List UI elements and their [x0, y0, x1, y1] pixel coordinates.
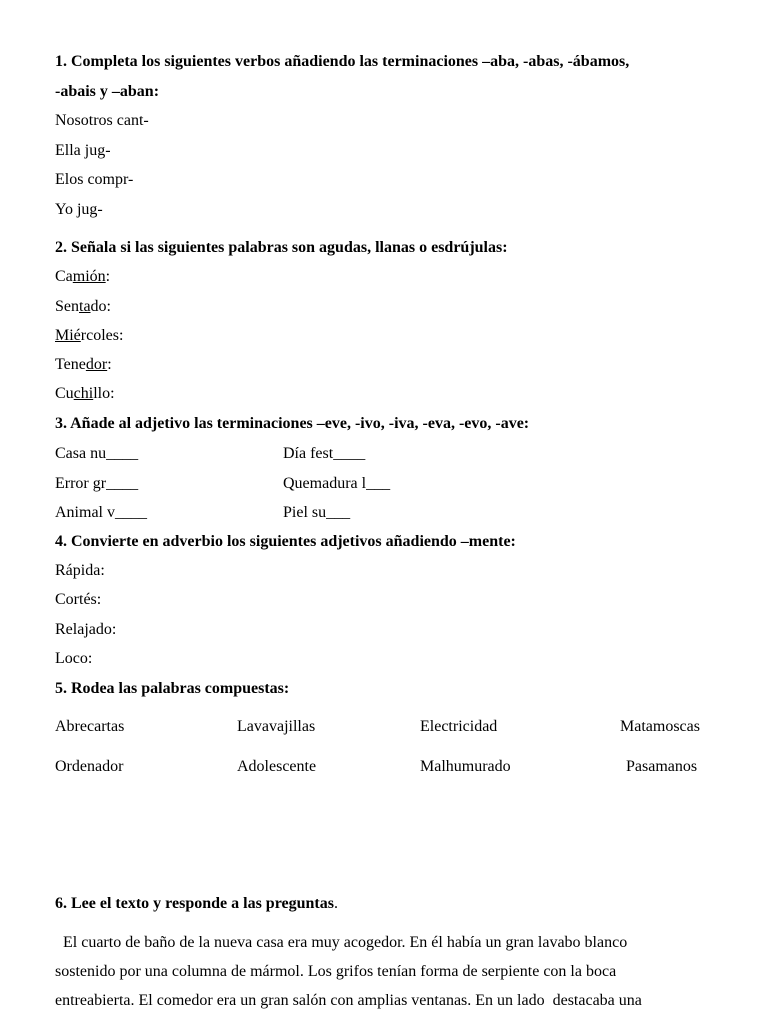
q4-item: Cortés:	[55, 591, 102, 608]
q1-title-continued: -abais y –aban:	[55, 83, 160, 100]
compound-word-option[interactable]: Abrecartas	[55, 718, 125, 735]
q3-left-item: Casa nu____	[55, 445, 139, 462]
q4-item: Relajado:	[55, 621, 117, 638]
q4-item: Loco:	[55, 650, 93, 667]
q1-item: Elos compr-	[55, 171, 134, 188]
q1-item: Ella jug-	[55, 142, 111, 159]
q2-item: Miércoles:	[55, 327, 124, 344]
q1-item: Nosotros cant-	[55, 112, 149, 129]
q5-title: 5. Rodea las palabras compuestas:	[55, 680, 290, 697]
q6-text-line: entreabierta. El comedor era un gran salón con amplias ventanas. En un lado destacaba una	[55, 992, 642, 1009]
q2-item: Camión:	[55, 268, 111, 285]
q6-title: 6. Lee el texto y responde a las preguntas.	[55, 895, 338, 912]
q2-item: Cuchillo:	[55, 385, 115, 402]
q1-item: Yo jug-	[55, 201, 103, 218]
q6-text-line: sostenido por una columna de mármol. Los grifos tenían forma de serpiente con la boca	[55, 963, 617, 980]
compound-word-option[interactable]: Pasamanos	[626, 758, 698, 775]
q3-left-item: Error gr____	[55, 475, 139, 492]
q2-item: Tenedor:	[55, 356, 112, 373]
q2-item: Sentado:	[55, 298, 111, 315]
q6-text-line: El cuarto de baño de la nueva casa era muy acogedor. En él había un gran lavabo blanco	[55, 934, 628, 951]
compound-word-option[interactable]: Matamoscas	[620, 718, 700, 735]
compound-word-option[interactable]: Malhumurado	[420, 758, 511, 775]
q3-right-item: Piel su___	[283, 504, 351, 521]
compound-word-option[interactable]: Adolescente	[237, 758, 317, 775]
q4-item: Rápida:	[55, 562, 105, 579]
q3-right-item: Día fest____	[283, 445, 366, 462]
q2-title: 2. Señala si las siguientes palabras son agudas, llanas o esdrújulas:	[55, 239, 508, 256]
compound-word-option[interactable]: Ordenador	[55, 758, 124, 775]
q3-left-item: Animal v____	[55, 504, 147, 521]
compound-word-option[interactable]: Lavavajillas	[237, 718, 316, 735]
compound-word-option[interactable]: Electricidad	[420, 718, 498, 735]
q4-title: 4. Convierte en adverbio los siguientes adjetivos añadiendo –mente:	[55, 533, 516, 550]
q3-right-item: Quemadura l___	[283, 475, 391, 492]
q1-title: 1. Completa los siguientes verbos añadiendo las terminaciones –aba, -abas, -ábamos,	[55, 53, 630, 70]
q3-title: 3. Añade al adjetivo las terminaciones –eve, -ivo, -iva, -eva, -evo, -ave:	[55, 415, 530, 432]
